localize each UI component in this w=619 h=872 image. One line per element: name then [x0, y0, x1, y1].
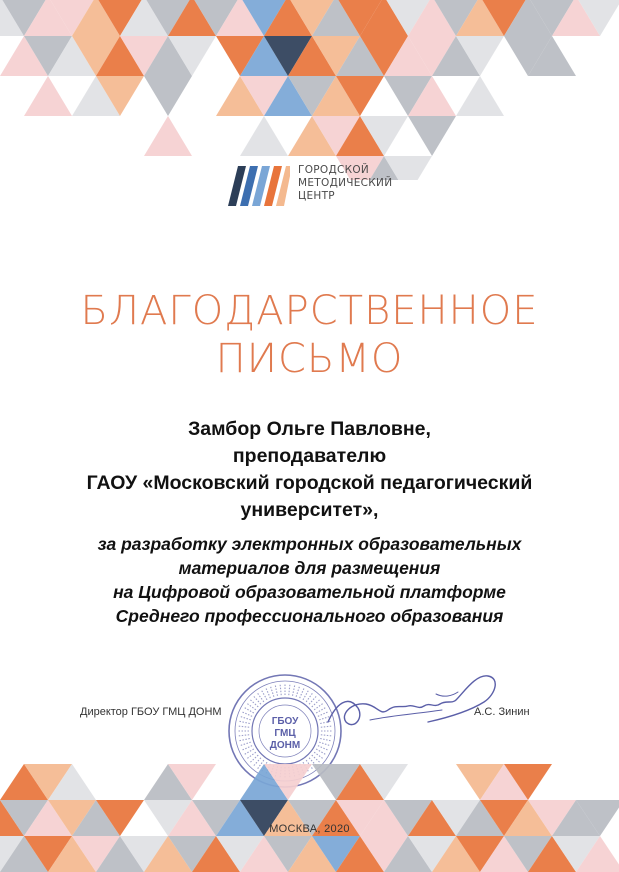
document-title-line-1: БЛАГОДАРСТВЕННОЕ [80, 288, 539, 334]
reason-line-1: за разработку электронных образовательных [97, 534, 522, 554]
reason-line-2: материалов для размещения [178, 558, 441, 578]
footer-place-year: МОСКВА, 2020 [269, 823, 350, 835]
recipient-position: преподавателю [232, 445, 387, 467]
reason-block [0, 532, 619, 628]
recipient-block [0, 416, 619, 524]
signer-name: А.С. Зинин [474, 706, 530, 718]
logo-line-2: МЕТОДИЧЕСКИЙ [298, 177, 393, 189]
logo-text [298, 164, 392, 203]
top-triangle-pattern [0, 0, 619, 180]
logo-line-3: ЦЕНТР [298, 190, 335, 202]
reason-line-3: на Цифровой образовательной платформе [113, 582, 506, 602]
recipient-org-line-1: ГАОУ «Московский городской педагогический [86, 472, 533, 494]
logo-mark-icon [228, 166, 290, 206]
document-title-line-2: ПИСЬМО [215, 336, 404, 382]
svg-text:ГМЦ: ГМЦ [274, 728, 296, 739]
logo [228, 164, 408, 208]
svg-text:ДОНМ: ДОНМ [269, 740, 301, 751]
logo-line-1: ГОРОДСКОЙ [298, 164, 370, 176]
recipient-name: Замбор Ольге Павловне, [188, 418, 431, 440]
bottom-triangle-pattern [0, 728, 619, 872]
svg-text:ГБОУ: ГБОУ [271, 716, 299, 727]
signer-title: Директор ГБОУ ГМЦ ДОНМ [80, 706, 222, 718]
recipient-org-line-2: университет», [240, 499, 379, 521]
reason-line-4: Среднего профессионального образования [115, 606, 504, 626]
